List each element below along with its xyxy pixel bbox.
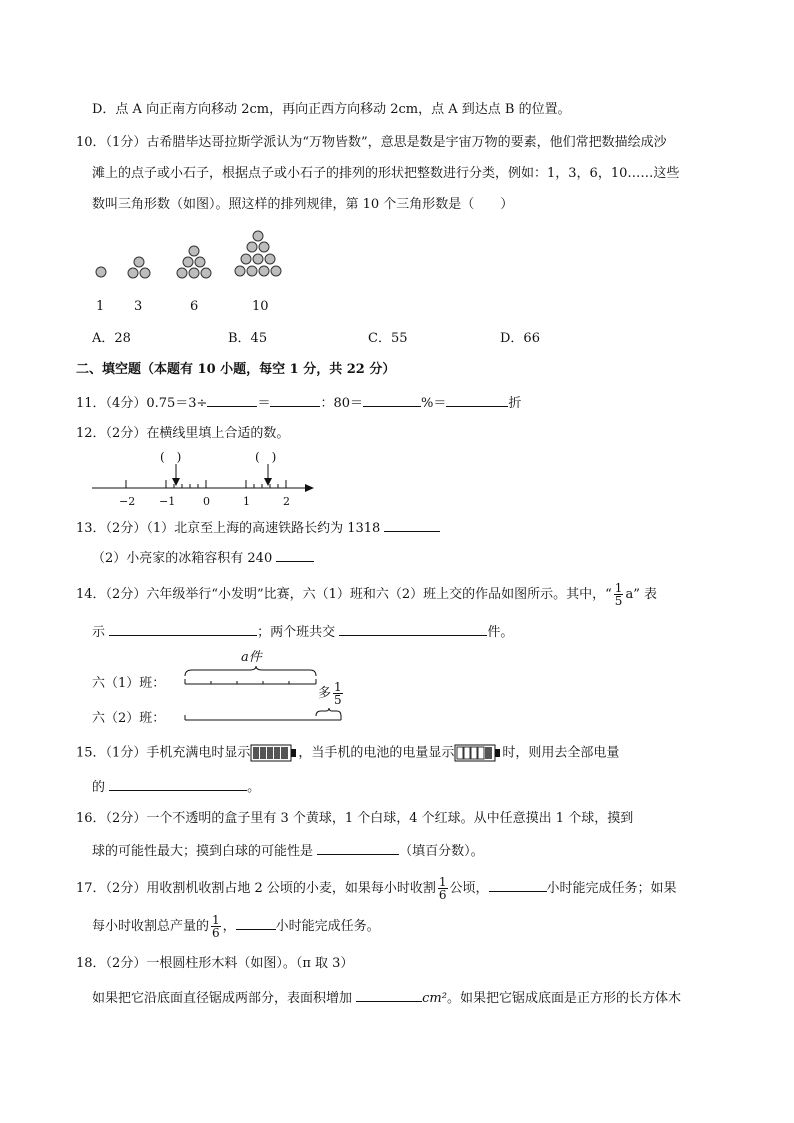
dot [134, 257, 144, 267]
q11 [76, 393, 521, 413]
q10-option-d: D．66 [500, 331, 540, 346]
frac-num: 1 [212, 913, 220, 927]
q9-option-d: D．点 A 向正南方向移动 2cm，再向正西方向移动 2cm，点 A 到达点 B 的位置。 [92, 102, 571, 117]
dot [247, 242, 257, 252]
q17-line1-c: 小时能完成任务；如果 [546, 881, 677, 896]
q15-line1-a: 15．（1分）手机充满电时显示 [76, 745, 251, 761]
frac-den: 6 [438, 888, 447, 902]
q16-line2-b: （填百分数）。 [399, 844, 484, 859]
tick-label-neg1: −1 [159, 495, 176, 508]
q12-paren-2[interactable]: ( ) [255, 450, 277, 464]
q11-blank-1[interactable] [207, 393, 257, 407]
q13-part2 [92, 548, 314, 568]
q17-line1-a: 17．（2分）用收割机收割占地 2 公顷的小麦，如果每小时收割 [76, 881, 436, 896]
q13-blank-1[interactable] [384, 518, 440, 532]
q14-class1-label: 六（1）班： [92, 676, 166, 691]
q10-label-10: 10 [252, 299, 269, 314]
section-title: 二、填空题（本题有 10 小题，每空 1 分，共 22 分） [76, 362, 396, 377]
dot [259, 242, 269, 252]
q11-blank-2[interactable] [270, 393, 320, 407]
q14-line1-b: ” 表 [633, 587, 657, 602]
q18-line2-a: 如果把它沿底面直径锯成两部分，表面积增加 [92, 991, 353, 1006]
frac-den: 5 [614, 594, 623, 608]
frac-num: 1 [334, 680, 342, 694]
q14-line2-c: 件。 [487, 625, 514, 640]
frac-den: 5 [334, 693, 342, 707]
q14-fraction [614, 582, 624, 607]
q15-line1-b: ，当手机的电池的电量显示 [298, 745, 455, 761]
dot [253, 231, 263, 241]
q10-option-c: C．55 [368, 331, 408, 346]
dot [253, 254, 263, 264]
q17-line2-c: 小时能完成任务。 [275, 919, 380, 934]
dot [259, 266, 269, 276]
frac-num: 1 [438, 875, 447, 889]
q15-line2-a: 的 [92, 780, 106, 795]
q12-text: 12．（2分）在横线里填上合适的数。 [76, 426, 290, 441]
q18-line2 [92, 988, 681, 1008]
frac-num: 1 [614, 581, 623, 595]
q16-blank[interactable] [317, 841, 399, 855]
dot [183, 257, 193, 267]
q15-line2-b: 。 [247, 780, 261, 795]
q11-colon80: ：80＝ [320, 396, 363, 411]
dot [96, 267, 106, 277]
q10-line3: 数叫三角形数（如图）。照这样的排列规律，第 10 个三角形数是（ ） [92, 197, 514, 212]
tick-label-2: 2 [283, 495, 290, 508]
dot [128, 268, 138, 278]
q12-paren-1[interactable]: ( ) [160, 450, 182, 464]
q18-line1: 18．（2分）一根圆柱形木料（如图）。（π 取 3） [76, 956, 354, 971]
q10-option-b: B．45 [228, 331, 268, 346]
q16-line2 [92, 841, 484, 861]
frac-den: 6 [212, 926, 220, 940]
q15-line1 [76, 744, 619, 763]
q18-blank[interactable] [356, 988, 422, 1002]
q11-percent: %＝ [421, 396, 447, 411]
q15-blank[interactable] [109, 777, 247, 791]
tick-label-0: 0 [203, 495, 210, 508]
dot [247, 266, 257, 276]
q17-blank-1[interactable] [489, 878, 547, 892]
full-battery-icon [250, 744, 298, 762]
dot [201, 268, 211, 278]
q17-line2 [92, 914, 380, 939]
q14-line1 [76, 582, 657, 607]
q15-line1-c: 时，则用去全部电量 [502, 745, 620, 761]
dot [241, 254, 251, 264]
dot [189, 246, 199, 256]
q10-line2: 滩上的点子或小石子，根据点子或小石子的排列的形状把整数进行分类，例如：1，3，6，10……这些 [92, 166, 680, 181]
q17-line2-a: 每小时收割总产量的 [92, 919, 210, 934]
q18-unit: cm² [422, 991, 447, 1006]
q17-line1 [76, 876, 677, 901]
q11-eq: ＝ [257, 396, 271, 411]
triangle-numbers-figure [88, 226, 308, 292]
dot [271, 266, 281, 276]
q17-line2-b: ， [222, 919, 236, 934]
q14-more-fraction [333, 681, 343, 706]
q10-label-6: 6 [190, 299, 199, 314]
q11-blank-3[interactable] [363, 393, 421, 407]
q10-line1: 10．（1分）古希腊毕达哥拉斯学派认为“万物皆数”，意思是数是宇宙万物的要素，他们常把数描绘成沙 [76, 135, 667, 150]
q14-class2-label: 六（2）班： [92, 711, 166, 726]
q14-blank-1[interactable] [109, 622, 257, 636]
q14-line2-a: 示 [92, 625, 106, 640]
q14-line1-a: 14．（2分）六年级举行“小发明”比赛，六（1）班和六（2）班上交的作品如图所示。其中，“ [76, 587, 612, 602]
q14-line2 [92, 622, 513, 642]
q13-part1-text: 13．（2分）（1）北京至上海的高速铁路长约为 1318 [76, 521, 381, 536]
tick-label-neg2: −2 [119, 495, 136, 508]
q16-line2-a: 球的可能性最大；摸到白球的可能性是 [92, 844, 314, 859]
q13-blank-2[interactable] [276, 548, 314, 562]
q10-label-1: 1 [96, 299, 105, 314]
tick-label-1: 1 [243, 495, 250, 508]
dot [265, 254, 275, 264]
dot [140, 268, 150, 278]
dot [195, 257, 205, 267]
q14-var: a [625, 587, 634, 602]
q16-line1: 16．（2分）一个不透明的盒子里有 3 个黄球，1 个白球，4 个红球。从中任意摸出 1 个球，摸到 [76, 811, 634, 826]
dot [235, 266, 245, 276]
q13-part1 [76, 518, 440, 538]
q17-fraction-1 [438, 876, 448, 901]
q10-option-a: A．28 [92, 331, 131, 346]
q17-blank-2[interactable] [236, 916, 276, 930]
q15-line2 [92, 777, 260, 797]
dot [189, 268, 199, 278]
q10-label-3: 3 [134, 299, 143, 314]
q11-prefix: 11．（4分）0.75＝3÷ [76, 396, 208, 411]
dot [177, 268, 187, 278]
q17-fraction-2 [211, 914, 221, 939]
q14-more-label [318, 681, 345, 706]
q17-line1-b: 公顷， [449, 881, 489, 896]
q11-zhe: 折 [508, 396, 522, 411]
q14-line2-b: ；两个班共交 [257, 625, 336, 640]
q14-blank-2[interactable] [339, 622, 487, 636]
q14-more-text: 多 [318, 686, 332, 701]
q13-part2-text: （2）小亮家的冰箱容积有 240 [92, 551, 273, 566]
q14-brace-label: a件 [241, 650, 262, 665]
q11-blank-4[interactable] [446, 393, 508, 407]
partial-battery-icon [454, 744, 502, 762]
q18-line2-b: 。如果把它锯成底面是正方形的长方体木 [446, 991, 681, 1006]
